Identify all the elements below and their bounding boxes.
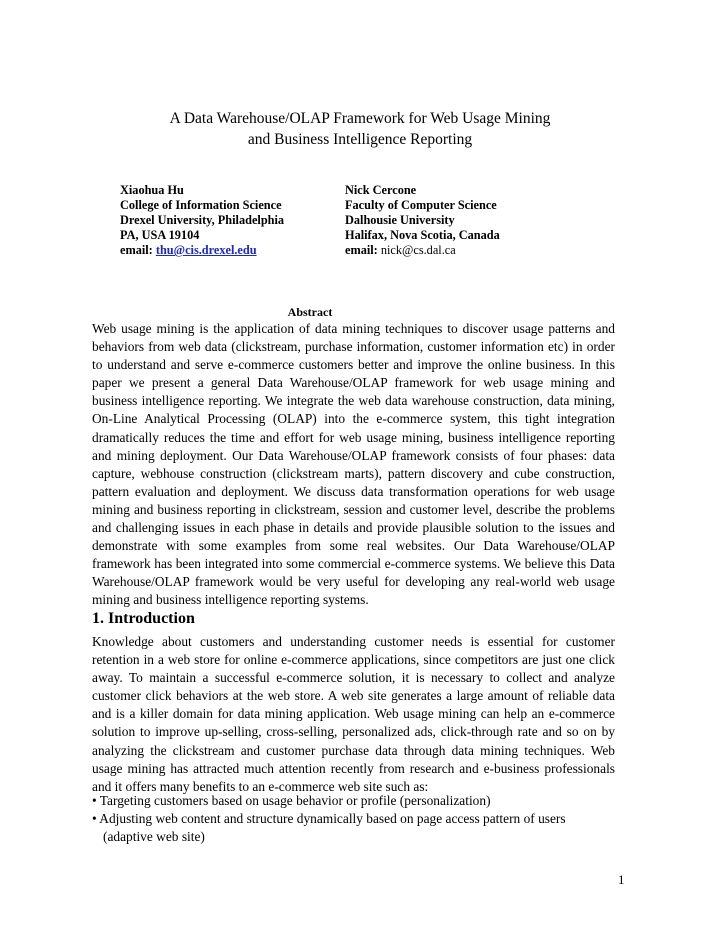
author-affiliation: Faculty of Computer Science xyxy=(345,198,497,212)
author-email-row xyxy=(345,243,595,258)
author-email-text: nick@cs.dal.ca xyxy=(380,243,456,257)
author-name: Nick Cercone xyxy=(345,183,417,197)
author-block-2 xyxy=(345,183,595,258)
author-name: Xiaohua Hu xyxy=(120,183,184,197)
title-line-2: and Business Intelligence Reporting xyxy=(247,131,473,148)
introduction-body: Knowledge about customers and understanding customer needs is essential for customer retention in a web store for online e-commerce applications, since competitors are just one click away. To maintain a successful e-commerce solution, it is necessary to collect and analyze customer click behaviors at the web store. A web site generates a large amount of reliable data and is a killer domain for data mining application. Web usage mining can help an e-commerce solution to improve up-selling, cross-selling, personalized ads, click-through rate and so on by analyzing the clickstream and customer purchase data through data mining techniques. Web usage mining has attracted much attention recently from research and e-business professionals and it offers many benefits to an e-commerce web site such as: xyxy=(92,634,615,794)
author-block-1 xyxy=(120,183,340,258)
bullet-item-continuation: (adaptive web site) xyxy=(103,829,205,845)
abstract-body: Web usage mining is the application of data mining techniques to discover usage patterns and behaviors from web data (clickstream, purchase information, customer information etc) in order to understand and serve e-commerce customers better and improve the online business. In this paper we present a general Data Warehouse/OLAP framework for web usage mining and business intelligence reporting. We integrate the web data warehouse construction, data mining, On-Line Analytical Processing (OLAP) into the e-commerce system, this tight integration dramatically reduces the time and effort for web usage mining, business intelligence reporting and mining deployment. Our Data Warehouse/OLAP framework consists of four phases: data capture, webhouse construction (clickstream marts), pattern discovery and cube construction, pattern evaluation and deployment. We discuss data transformation operations for web usage mining and business reporting in clickstream, session and customer level, describe the problems and challenging issues in each phase in details and provide plausible solution to the issues and demonstrate with some examples from some real websites. Our Data Warehouse/OLAP framework has been integrated into some commercial e-commerce systems. We believe this Data Warehouse/OLAP framework would be very useful for developing any real-world web usage mining and business intelligence reporting systems. xyxy=(92,321,615,608)
email-label: email: xyxy=(345,243,378,257)
paper-title xyxy=(0,108,720,150)
author-institution: Dalhousie University xyxy=(345,213,455,227)
bullet-list xyxy=(92,792,632,846)
title-line-1: A Data Warehouse/OLAP Framework for Web Usage Mining xyxy=(169,110,551,127)
author-email-link[interactable]: thu@cis.drexel.edu xyxy=(155,243,257,257)
bullet-item: • Targeting customers based on usage behavior or profile (personalization) xyxy=(92,793,491,808)
author-address: Halifax, Nova Scotia, Canada xyxy=(345,228,500,242)
section-heading-introduction: 1. Introduction xyxy=(92,610,195,627)
email-label: email: xyxy=(120,243,153,257)
page-number: 1 xyxy=(618,872,625,887)
author-address: PA, USA 19104 xyxy=(120,228,200,242)
bullet-item: • Adjusting web content and structure dynamically based on page access pattern of users xyxy=(92,811,566,827)
author-affiliation: College of Information Science xyxy=(120,198,282,212)
author-institution: Drexel University, Philadelphia xyxy=(120,213,285,227)
abstract-heading: Abstract xyxy=(287,305,333,319)
author-email-row xyxy=(120,243,340,258)
